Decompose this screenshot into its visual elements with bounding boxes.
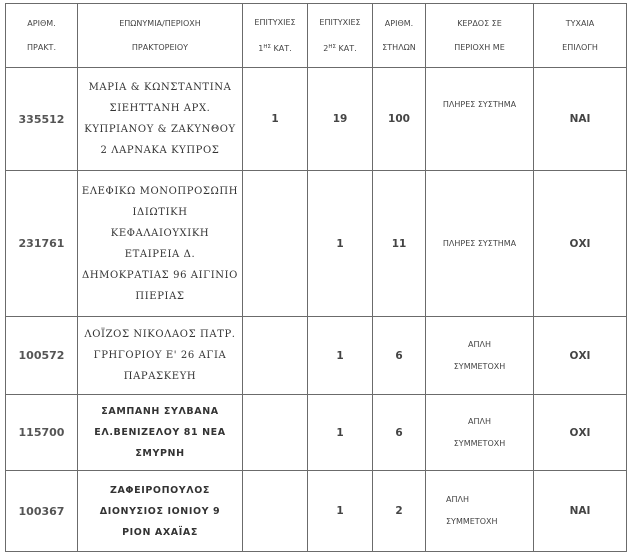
header-random-line2: ΕΠΙΛΟΓΗ	[562, 42, 598, 52]
header-second-line1: ΕΠΙΤΥΧΙΕΣ	[319, 17, 361, 27]
first-category-wins	[243, 395, 308, 471]
agency-name	[78, 171, 243, 317]
second-category-wins: 1	[308, 171, 373, 317]
header-first-sup: ΗΣ	[263, 43, 271, 50]
first-category-wins	[243, 471, 308, 552]
agency-name	[78, 68, 243, 171]
random-selection: ΟΧΙ	[534, 395, 627, 471]
header-profit-line2: ΠΕΡΙΟΧΗ ΜΕ	[454, 42, 505, 52]
header-code-line1: ΑΡΙΘΜ.	[27, 18, 56, 28]
columns-count: 6	[373, 395, 426, 471]
agency-code: 100367	[6, 471, 78, 552]
columns-count: 100	[373, 68, 426, 171]
agency-name-line: ΡΙΟΝ ΑΧΑΪΑΣ	[122, 526, 198, 538]
header-columns-line1: ΑΡΙΘΜ.	[384, 18, 414, 28]
header-code-line2: ΠΡΑΚΤ.	[27, 42, 56, 52]
second-category-wins: 1	[308, 317, 373, 395]
agency-name-line: ΓΡΗΓΟΡΙΟΥ Ε' 26 ΑΓΙΑ	[93, 350, 227, 361]
random-selection: ΟΧΙ	[534, 317, 627, 395]
header-second-sup: ΗΣ	[328, 43, 336, 50]
profit-type-line: ΑΠΛΗ	[468, 339, 491, 349]
profit-type-line: ΠΛΗΡΕΣ ΣΥΣΤΗΜΑ	[442, 238, 517, 248]
second-category-wins: 1	[308, 395, 373, 471]
header-name-line1: ΕΠΩΝΥΜΙΑ/ΠΕΡΙΟΧΗ	[119, 18, 201, 28]
table-row	[6, 68, 627, 171]
random-selection: ΝΑΙ	[534, 471, 627, 552]
columns-count: 11	[373, 171, 426, 317]
header-name	[78, 4, 243, 68]
table-row	[6, 471, 627, 552]
profit-type	[426, 395, 534, 471]
agency-name-line: ΙΔΙΩΤΙΚΗ	[132, 206, 188, 218]
agency-name-line: 2 ΛΑΡΝΑΚΑ ΚΥΠΡΟΣ	[100, 145, 220, 156]
agency-name-line: ΣΜΥΡΝΗ	[135, 448, 185, 459]
random-selection: ΝΑΙ	[534, 68, 627, 171]
second-category-wins: 1	[308, 471, 373, 552]
agency-name-line: ΣΑΜΠΑΝΗ ΣΥΛΒΑΝΑ	[101, 406, 219, 417]
agency-name	[78, 317, 243, 395]
agency-code: 231761	[6, 171, 78, 317]
profit-type	[426, 68, 534, 171]
agency-name-line: ΠΑΡΑΣΚΕΥΗ	[123, 371, 197, 382]
profit-type-line: ΑΠΛΗ	[446, 495, 469, 504]
header-row	[6, 4, 627, 68]
agency-name-line: ΛΟΪΖΟΣ ΝΙΚΟΛΑΟΣ ΠΑΤΡ.	[84, 329, 236, 340]
agency-name	[78, 395, 243, 471]
header-columns	[373, 4, 426, 68]
profit-type	[426, 171, 534, 317]
agency-results-table	[5, 3, 627, 552]
second-category-wins: 19	[308, 68, 373, 171]
agency-name-line: ΚΕΦΑΛΑΙΟΥΧΙΚΗ	[110, 227, 210, 239]
header-second-num: 2	[323, 43, 329, 53]
header-first-category	[243, 4, 308, 68]
header-second-category	[308, 4, 373, 68]
header-first-line1: ΕΠΙΤΥΧΙΕΣ	[254, 17, 296, 27]
table-row	[6, 171, 627, 317]
header-profit	[426, 4, 534, 68]
agency-name-line: ΠΙΕΡΙΑΣ	[135, 290, 185, 302]
agency-name-line: ΚΥΠΡΙΑΝΟΥ & ΖΑΚΥΝΘΟΥ	[84, 124, 236, 135]
first-category-wins	[243, 171, 308, 317]
agency-code: 100572	[6, 317, 78, 395]
agency-name-line: ΕΛΕΦΙΚΩ ΜΟΝΟΠΡΟΣΩΠΗ	[81, 185, 239, 197]
header-random	[534, 4, 627, 68]
agency-name-line: ΕΛ.ΒΕΝΙΖΕΛΟΥ 81 ΝΕΑ	[94, 427, 226, 438]
agency-name-line: ΔΗΜΟΚΡΑΤΙΑΣ 96 ΑΙΓΙΝΙΟ	[82, 269, 238, 281]
profit-type-line: ΣΥΜΜΕΤΟΧΗ	[453, 438, 506, 448]
header-name-line2: ΠΡΑΚΤΟΡΕΙΟΥ	[131, 42, 189, 52]
header-second-line2	[310, 35, 370, 61]
agency-name-line: ΖΑΦΕΙΡΟΠΟΥΛΟΣ	[109, 484, 210, 496]
profit-type-line: ΠΛΗΡΕΣ ΣΥΣΤΗΜΑ	[442, 100, 517, 109]
agency-name-line: ΜΑΡΙΑ & ΚΩΝΣΤΑΝΤΙΝΑ	[88, 82, 232, 93]
agency-name-line: ΔΙΟΝΥΣΙΟΣ ΙΟΝΙΟΥ 9	[99, 505, 221, 517]
profit-type-line: ΣΥΜΜΕΤΟΧΗ	[453, 361, 506, 371]
header-second-rest: ΚΑΤ.	[336, 43, 357, 53]
profit-type-line: ΑΠΛΗ	[468, 416, 491, 426]
header-first-rest: ΚΑΤ.	[271, 43, 292, 53]
header-code	[6, 4, 78, 68]
table-row	[6, 395, 627, 471]
first-category-wins	[243, 317, 308, 395]
first-category-wins: 1	[243, 68, 308, 171]
profit-type	[426, 317, 534, 395]
columns-count: 2	[373, 471, 426, 552]
header-first-line2	[245, 35, 305, 61]
agency-name-line: ΣΙΕΗΤΤΑΝΗ ΑΡΧ.	[109, 103, 211, 114]
header-first-num: 1	[258, 43, 264, 53]
agency-name	[78, 471, 243, 552]
agency-name-line: ΕΤΑΙΡΕΙΑ Δ.	[124, 248, 196, 260]
header-profit-line1: ΚΕΡΔΟΣ ΣΕ	[457, 18, 502, 28]
profit-type-line: ΣΥΜΜΕΤΟΧΗ	[446, 517, 498, 526]
header-columns-line2: ΣΤΗΛΩΝ	[382, 42, 416, 52]
profit-type	[426, 471, 534, 552]
header-random-line1: ΤΥΧΑΙΑ	[565, 18, 595, 28]
agency-code: 335512	[6, 68, 78, 171]
columns-count: 6	[373, 317, 426, 395]
agency-code: 115700	[6, 395, 78, 471]
random-selection: ΟΧΙ	[534, 171, 627, 317]
table-row	[6, 317, 627, 395]
